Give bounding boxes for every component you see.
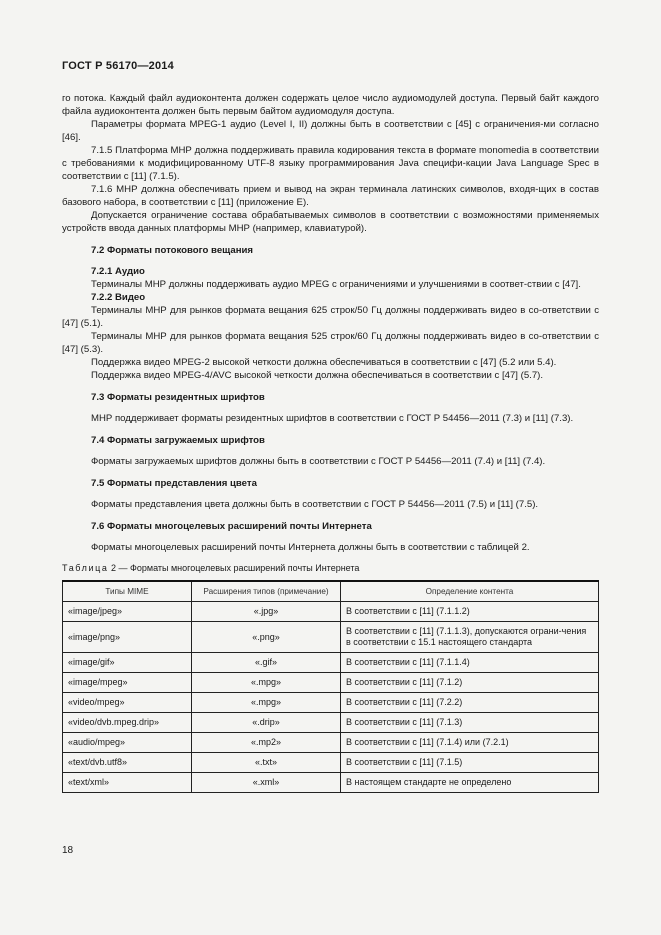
- column-header-mime: Типы MIME: [63, 581, 192, 602]
- cell-extension: «.mp2»: [192, 733, 341, 753]
- document-header: ГОСТ Р 56170—2014: [62, 60, 174, 72]
- table-row: [63, 753, 599, 773]
- paragraph: Терминалы МНР должны поддерживать аудио MPEG с ограничениями и улучшениями в соответ-ствии с [47].: [91, 279, 581, 290]
- cell-definition: В настоящем стандарте не определено: [341, 773, 599, 793]
- cell-mime: «text/dvb.utf8»: [63, 753, 192, 773]
- table-row: [63, 773, 599, 793]
- section-heading-7-4: 7.4 Форматы загружаемых шрифтов: [91, 435, 265, 446]
- cell-definition: В соответствии с [11] (7.2.2): [341, 693, 599, 713]
- cell-extension: «.mpg»: [192, 693, 341, 713]
- cell-definition: В соответствии с [11] (7.1.4) или (7.2.1): [341, 733, 599, 753]
- paragraph: го потока. Каждый файл аудиоконтента должен содержать целое число аудиомодулей доступа. Первый байт каждого файла аудиоконтента должен быть первым байтом аудиомодуля доступа.: [62, 93, 599, 117]
- paragraph: МНР поддерживает форматы резидентных шрифтов в соответствии с ГОСТ Р 54456—2011 (7.3) и [11] (7.3).: [91, 413, 574, 424]
- table-row: [63, 693, 599, 713]
- cell-definition: В соответствии с [11] (7.1.5): [341, 753, 599, 773]
- cell-mime: «video/mpeg»: [63, 693, 192, 713]
- section-heading-7-3: 7.3 Форматы резидентных шрифтов: [91, 392, 265, 403]
- paragraph: 7.1.5 Платформа МНР должна поддерживать правила кодирования текста в формате monomedia в соответствии с требованиями к модифицированному UTF-8 языку программирования Java специфи-кации Java Language Spec в соответствии с [11] (7.1.5).: [62, 145, 599, 182]
- cell-extension: «.gif»: [192, 653, 341, 673]
- cell-mime: «image/jpeg»: [63, 602, 192, 622]
- paragraph: Терминалы МНР для рынков формата вещания 625 строк/50 Гц должны поддерживать видео в со-ответствии с [47] (5.1).: [62, 305, 599, 329]
- cell-mime: «image/png»: [63, 622, 192, 653]
- table-row: [63, 602, 599, 622]
- subsection-heading-7-2-2: 7.2.2 Видео: [91, 292, 146, 303]
- paragraph: Поддержка видео MPEG-2 высокой четкости должна обеспечиваться в соответствии с [47] (5.2 или 5.4).: [91, 357, 557, 368]
- cell-extension: «.xml»: [192, 773, 341, 793]
- cell-mime: «audio/mpeg»: [63, 733, 192, 753]
- paragraph: Допускается ограничение состава обрабатываемых символов в соответствии с возможностями применяемых устройств ввода данных платформы МНР (например, клавиатурой).: [62, 210, 599, 234]
- cell-mime: «text/xml»: [63, 773, 192, 793]
- table-caption-label: Таблица: [62, 563, 109, 573]
- cell-definition: В соответствии с [11] (7.1.3): [341, 713, 599, 733]
- section-heading-7-2: 7.2 Форматы потокового вещания: [91, 245, 254, 256]
- paragraph: Форматы представления цвета должны быть в соответствии с ГОСТ Р 54456—2011 (7.5) и [11] (7.5).: [91, 499, 539, 510]
- paragraph: Форматы загружаемых шрифтов должны быть в соответствии с ГОСТ Р 54456—2011 (7.4) и [11] (7.4).: [91, 456, 546, 467]
- table-caption-text: 2 — Форматы многоцелевых расширений почты Интернета: [111, 563, 360, 573]
- paragraph: Поддержка видео MPEG-4/AVC высокой четкости должна обеспечиваться в соответствии с [47] (5.7).: [91, 370, 544, 381]
- cell-mime: «image/mpeg»: [63, 673, 192, 693]
- cell-definition: В соответствии с [11] (7.1.2): [341, 673, 599, 693]
- section-heading-7-6: 7.6 Форматы многоцелевых расширений почты Интернета: [91, 521, 372, 532]
- cell-extension: «.mpg»: [192, 673, 341, 693]
- column-header-definition: Определение контента: [341, 581, 599, 602]
- table-row: [63, 733, 599, 753]
- paragraph: Параметры формата MPEG-1 аудио (Level I, II) должны быть в соответствии с [45] с ограничения-ми согласно [46].: [62, 119, 599, 143]
- cell-mime: «image/gif»: [63, 653, 192, 673]
- table-header-row: [63, 581, 599, 602]
- cell-definition: В соответствии с [11] (7.1.1.2): [341, 602, 599, 622]
- mime-table: [62, 580, 599, 793]
- paragraph: 7.1.6 МНР должна обеспечивать прием и вывод на экран терминала латинских символов, входя-щих в состав базового набора, в соответствии с [11] (приложение Е).: [62, 184, 599, 208]
- cell-extension: «.jpg»: [192, 602, 341, 622]
- paragraph: Терминалы МНР для рынков формата вещания 525 строк/60 Гц должны поддерживать видео в со-ответствии с [47] (5.3).: [62, 331, 599, 355]
- cell-mime: «video/dvb.mpeg.drip»: [63, 713, 192, 733]
- table-caption: [62, 562, 599, 575]
- page-number: 18: [62, 845, 74, 856]
- cell-definition: В соответствии с [11] (7.1.1.3), допускаются ограни-чения в соответствии с 15.1 настоящего стандарта: [341, 622, 599, 653]
- table-row: [63, 713, 599, 733]
- table-row: [63, 653, 599, 673]
- table-row: [63, 673, 599, 693]
- document-body: [62, 92, 599, 793]
- paragraph: Форматы многоцелевых расширений почты Интернета должны быть в соответствии с таблицей 2.: [91, 542, 530, 553]
- cell-extension: «.png»: [192, 622, 341, 653]
- table-row: [63, 622, 599, 653]
- subsection-heading-7-2-1: 7.2.1 Аудио: [91, 266, 145, 277]
- section-heading-7-5: 7.5 Форматы представления цвета: [91, 478, 257, 489]
- column-header-extension: Расширения типов (примечание): [192, 581, 341, 602]
- cell-definition: В соответствии с [11] (7.1.1.4): [341, 653, 599, 673]
- cell-extension: «.txt»: [192, 753, 341, 773]
- cell-extension: «.drip»: [192, 713, 341, 733]
